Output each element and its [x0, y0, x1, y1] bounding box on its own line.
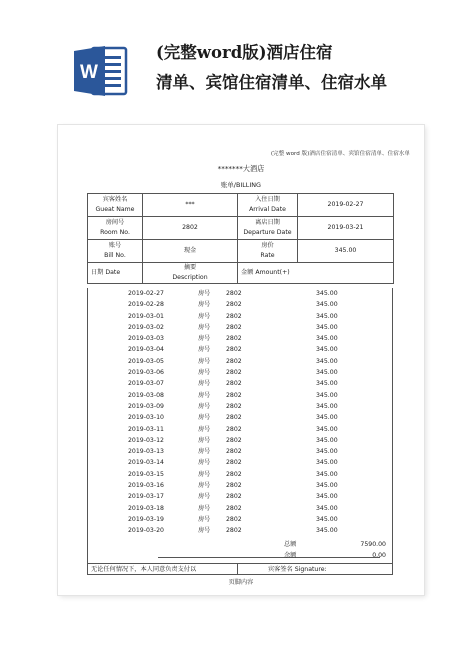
entry-amount: 345.00 [316, 323, 338, 331]
payment-disclaimer: 无论任何情况下，本人同意负责支付以 [91, 564, 238, 575]
banner-title-line-1: (完整word版)酒店住宿 [156, 43, 333, 62]
entry-date: 2019-03-03 [128, 335, 164, 343]
column-header-amount: 金额 Amount(+) [238, 263, 394, 284]
entry-date: 2019-03-16 [128, 482, 164, 490]
entry-description: 房号 [198, 369, 211, 377]
entry-amount: 345.00 [316, 391, 338, 399]
table-row [88, 356, 394, 367]
entry-date: 2019-03-19 [128, 515, 164, 523]
entry-date: 2019-03-11 [128, 425, 164, 433]
entry-amount: 345.00 [316, 357, 338, 365]
entry-date: 2019-03-18 [128, 504, 164, 512]
banner-title-line-2: 清单、宾馆住宿清单、住宿水单 [156, 73, 387, 92]
table-row [88, 412, 394, 423]
entry-date: 2019-03-13 [128, 448, 164, 456]
table-row [88, 514, 394, 525]
entry-date: 2019-03-06 [128, 369, 164, 377]
entry-date: 2019-03-09 [128, 402, 164, 410]
entry-date: 2019-02-27 [128, 290, 164, 297]
entry-date: 2019-03-02 [128, 323, 164, 331]
entry-date: 2019-03-04 [128, 346, 164, 354]
table-row [88, 446, 394, 457]
rate-label: 房价 Rate [238, 240, 298, 263]
entry-description: 房号 [198, 323, 211, 331]
entry-date: 2019-03-10 [128, 414, 164, 422]
document-page [58, 125, 424, 595]
entry-date: 2019-03-01 [128, 312, 164, 320]
entry-room: 2802 [226, 391, 242, 399]
entry-description: 房号 [198, 527, 211, 535]
table-row [88, 288, 394, 299]
room-row [88, 217, 394, 240]
entry-description: 房号 [198, 425, 211, 433]
entry-description: 房号 [198, 459, 211, 467]
rate-value: 345.00 [298, 240, 394, 263]
bill-title: 账单/BILLING [221, 181, 261, 189]
svg-text:W: W [80, 62, 98, 83]
entry-amount: 345.00 [316, 459, 338, 467]
table-row [88, 333, 394, 344]
table-row [88, 367, 394, 378]
entry-date: 2019-03-12 [128, 436, 164, 444]
entry-description: 房号 [198, 357, 211, 365]
entry-room: 2802 [226, 515, 242, 523]
bill-number-value: 现金 [143, 240, 238, 263]
entry-description: 房号 [198, 515, 211, 523]
entry-description: 房号 [198, 482, 211, 490]
entry-amount: 345.00 [316, 301, 338, 309]
entry-description: 房号 [198, 380, 211, 388]
bill-number-label: 账号 Bill No. [88, 240, 143, 263]
document-header: (完整 word 版)酒店住宿清单、宾馆住宿清单、住宿水单 [270, 151, 410, 157]
table-row [88, 299, 394, 310]
balance-value: 0.00 [372, 552, 386, 559]
entry-room: 2802 [226, 482, 242, 490]
guest-info-table [87, 193, 394, 284]
entry-date: 2019-03-07 [128, 380, 164, 388]
entry-room: 2802 [226, 448, 242, 456]
table-row [88, 424, 394, 435]
column-header-row [88, 263, 394, 284]
entry-amount: 345.00 [316, 504, 338, 512]
entry-amount: 345.00 [316, 380, 338, 388]
entry-amount: 345.00 [316, 436, 338, 444]
banner-title [156, 38, 456, 98]
guest-row [88, 194, 394, 217]
table-row [88, 491, 394, 502]
entry-description: 房号 [198, 402, 211, 410]
entry-amount: 345.00 [316, 402, 338, 410]
entry-description: 房号 [198, 436, 211, 444]
signature-row [87, 563, 393, 575]
entry-date: 2019-03-08 [128, 391, 164, 399]
entry-amount: 345.00 [316, 312, 338, 320]
entry-description: 房号 [198, 335, 211, 343]
page-footer: 页脚内容 [228, 579, 254, 586]
entry-amount: 345.00 [316, 290, 338, 297]
entry-date: 2019-03-14 [128, 459, 164, 467]
billing-entries-table [88, 288, 394, 537]
entry-description: 房号 [198, 312, 211, 320]
total-value: 7590.00 [360, 541, 386, 548]
balance-row [87, 550, 393, 561]
table-row [88, 435, 394, 446]
entry-room: 2802 [226, 346, 242, 354]
entry-description: 房号 [198, 290, 211, 297]
entry-room: 2802 [226, 357, 242, 365]
entry-room: 2802 [226, 301, 242, 309]
signature-label: 宾客签名 Signature: [268, 566, 327, 573]
table-row [88, 322, 394, 333]
entry-amount: 345.00 [316, 482, 338, 490]
entry-amount: 345.00 [316, 414, 338, 422]
entry-amount: 345.00 [316, 470, 338, 478]
entry-room: 2802 [226, 312, 242, 320]
total-label: 总额 [284, 541, 297, 548]
departure-date-label: 离店日期 Departure Date [238, 217, 298, 240]
entry-room: 2802 [226, 323, 242, 331]
entry-room: 2802 [226, 335, 242, 343]
entry-room: 2802 [226, 369, 242, 377]
entry-amount: 345.00 [316, 515, 338, 523]
entry-date: 2019-03-17 [128, 493, 164, 501]
entry-description: 房号 [198, 346, 211, 354]
table-row [88, 344, 394, 355]
entry-amount: 345.00 [316, 527, 338, 535]
entry-description: 房号 [198, 414, 211, 422]
entry-date: 2019-02-28 [128, 301, 164, 309]
room-number-label: 房间号 Room No. [88, 217, 143, 240]
entry-description: 房号 [198, 391, 211, 399]
room-number-value: 2802 [143, 217, 238, 240]
entry-room: 2802 [226, 414, 242, 422]
entry-room: 2802 [226, 380, 242, 388]
entry-date: 2019-03-05 [128, 357, 164, 365]
entry-amount: 345.00 [316, 346, 338, 354]
entry-room: 2802 [226, 470, 242, 478]
table-row [88, 457, 394, 468]
column-header-date: 日期 Date [88, 263, 143, 284]
table-row [88, 480, 394, 491]
billing-entries [87, 288, 393, 564]
hotel-name: *******大酒店 [217, 164, 265, 173]
table-row [88, 525, 394, 536]
table-row [88, 469, 394, 480]
entry-room: 2802 [226, 504, 242, 512]
table-row [88, 378, 394, 389]
entry-description: 房号 [198, 470, 211, 478]
table-row [88, 503, 394, 514]
table-row [88, 311, 394, 322]
arrival-date-label: 入住日期 Arrival Date [238, 194, 298, 217]
entry-date: 2019-03-15 [128, 470, 164, 478]
entry-description: 房号 [198, 448, 211, 456]
entry-room: 2802 [226, 425, 242, 433]
column-header-description: 摘要 Description [143, 263, 238, 284]
entry-description: 房号 [198, 301, 211, 309]
table-row [88, 401, 394, 412]
entry-room: 2802 [226, 493, 242, 501]
word-icon [72, 42, 130, 100]
entry-amount: 345.00 [316, 335, 338, 343]
entry-amount: 345.00 [316, 448, 338, 456]
guest-name-value: *** [143, 194, 238, 217]
entry-amount: 345.00 [316, 425, 338, 433]
entry-description: 房号 [198, 504, 211, 512]
entry-date: 2019-03-20 [128, 527, 164, 535]
entry-room: 2802 [226, 527, 242, 535]
arrival-date-value: 2019-02-27 [298, 194, 394, 217]
departure-date-value: 2019-03-21 [298, 217, 394, 240]
bill-row [88, 240, 394, 263]
entry-room: 2802 [226, 436, 242, 444]
total-row [87, 539, 393, 550]
balance-label: 余额 [284, 552, 297, 559]
table-row [88, 390, 394, 401]
entry-amount: 345.00 [316, 369, 338, 377]
entry-room: 2802 [226, 290, 242, 297]
entry-room: 2802 [226, 402, 242, 410]
entry-amount: 345.00 [316, 493, 338, 501]
entry-description: 房号 [198, 493, 211, 501]
entry-room: 2802 [226, 459, 242, 467]
guest-name-label: 宾客姓名 Gueat Name [88, 194, 143, 217]
